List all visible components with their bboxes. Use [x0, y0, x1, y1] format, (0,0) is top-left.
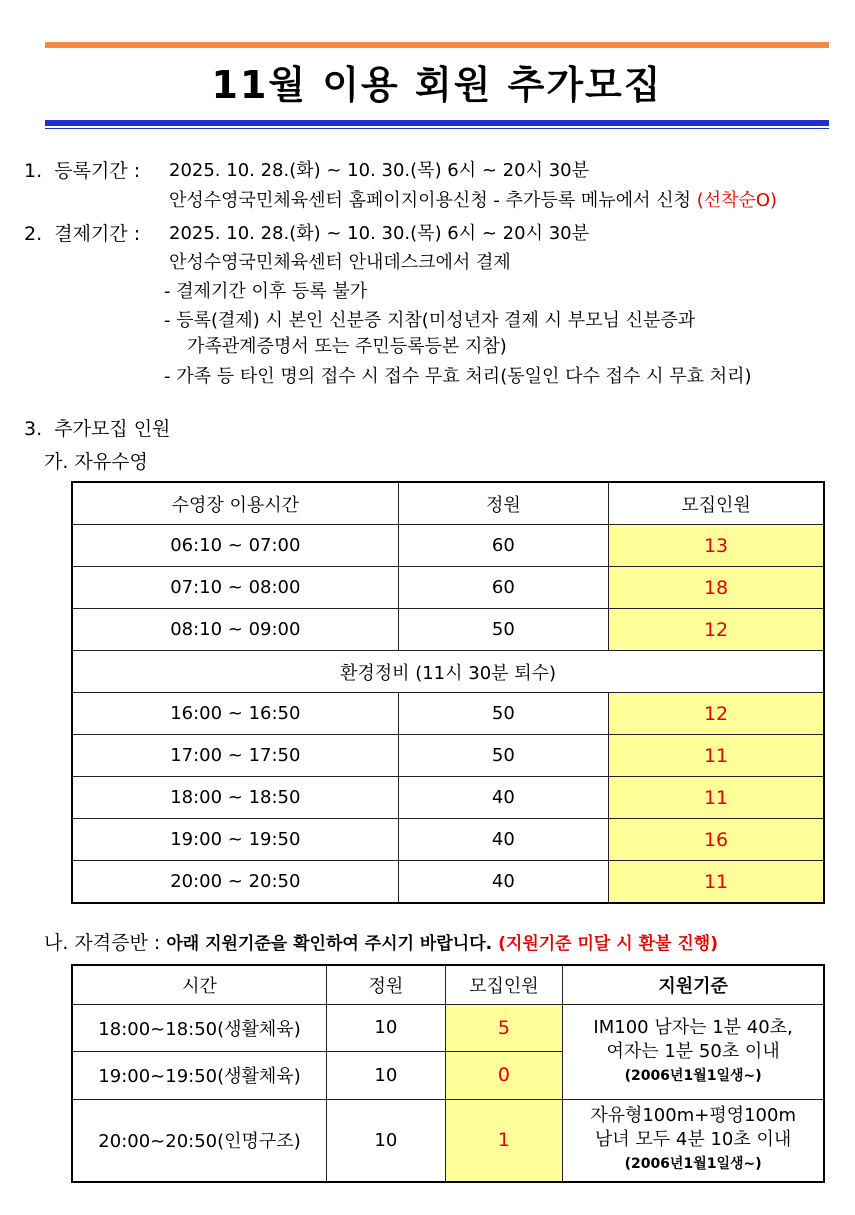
table-header-row	[72, 965, 824, 1004]
section2-method: 안성수영국민체육센터 안내데스크에서 결제	[169, 252, 511, 273]
section1-period: 2025. 10. 28.(화) ~ 10. 30.(목) 6시 ~ 20시 30분	[169, 160, 589, 181]
table-row	[72, 819, 824, 861]
first-come-note: (선착순O)	[696, 190, 778, 211]
free-swim-table	[71, 481, 825, 904]
row-capacity: 50	[398, 693, 608, 735]
table-header-row	[72, 482, 824, 525]
table-row	[72, 525, 824, 567]
row-capacity: 40	[398, 819, 608, 861]
row-recruit: 18	[609, 567, 824, 609]
table-row	[72, 693, 824, 735]
header-time: 수영장 이용시간	[72, 482, 398, 525]
header-time: 시간	[72, 965, 327, 1004]
row-recruit: 12	[609, 609, 824, 651]
row-time: 20:00 ~ 20:50	[72, 861, 398, 904]
page-title: 11월 이용 회원 추가모집	[211, 63, 663, 107]
table-row	[72, 735, 824, 777]
header-recruit: 모집인원	[445, 965, 563, 1004]
row-time: 07:10 ~ 08:00	[72, 567, 398, 609]
row-time: 08:10 ~ 09:00	[72, 609, 398, 651]
row-recruit: 1	[445, 1099, 563, 1182]
row-recruit: 0	[445, 1051, 563, 1099]
row-time: 18:00~18:50(생활체육)	[72, 1004, 327, 1051]
row-capacity: 10	[327, 1004, 446, 1051]
row-recruit: 11	[609, 777, 824, 819]
row-recruit: 12	[609, 693, 824, 735]
table-row	[72, 567, 824, 609]
row-recruit: 5	[445, 1004, 563, 1051]
row-time: 17:00 ~ 17:50	[72, 735, 398, 777]
row-time: 16:00 ~ 16:50	[72, 693, 398, 735]
section2-heading: 2. 결제기간 :	[24, 223, 141, 245]
row-recruit: 16	[609, 819, 824, 861]
title-thin-rule	[45, 128, 829, 129]
row-time: 20:00~20:50(인명구조)	[72, 1099, 327, 1182]
row-capacity: 50	[398, 735, 608, 777]
row-capacity: 10	[327, 1051, 446, 1099]
subsection-certification: 나. 자격증반 : 아래 지원기준을 확인하여 주시기 바랍니다. (지원기준 미달 시 환불 진행)	[44, 932, 718, 954]
criteria-cell: IM100 남자는 1분 40초, 여자는 1분 50초 이내 (2006년1월1일생~)	[563, 1004, 824, 1099]
row-capacity: 40	[398, 861, 608, 904]
row-capacity: 60	[398, 567, 608, 609]
row-capacity: 10	[327, 1099, 446, 1182]
section2-period: 2025. 10. 28.(화) ~ 10. 30.(목) 6시 ~ 20시 30분	[169, 223, 589, 244]
table-row	[72, 777, 824, 819]
row-time: 19:00 ~ 19:50	[72, 819, 398, 861]
title-blue-rule	[45, 120, 829, 126]
header-capacity: 정원	[327, 965, 446, 1004]
top-orange-rule	[45, 42, 829, 48]
row-capacity: 40	[398, 777, 608, 819]
row-capacity: 60	[398, 525, 608, 567]
section1-heading: 1. 등록기간 :	[24, 160, 141, 182]
section2-bullet1: - 결제기간 이후 등록 불가	[164, 281, 368, 302]
section2-bullet3: - 가족 등 타인 명의 접수 시 접수 무효 처리(동일인 다수 접수 시 무효 처리)	[164, 366, 752, 387]
row-capacity: 50	[398, 609, 608, 651]
maintenance-row	[72, 651, 824, 693]
row-recruit: 11	[609, 861, 824, 904]
row-recruit: 13	[609, 525, 824, 567]
table-row	[72, 1004, 824, 1051]
table-row	[72, 609, 824, 651]
table-row	[72, 861, 824, 904]
section2-bullet2-cont: 가족관계증명서 또는 주민등록등본 지참)	[187, 336, 507, 357]
row-time: 06:10 ~ 07:00	[72, 525, 398, 567]
row-time: 18:00 ~ 18:50	[72, 777, 398, 819]
row-recruit: 11	[609, 735, 824, 777]
table-row	[72, 1099, 824, 1182]
row-time: 19:00~19:50(생활체육)	[72, 1051, 327, 1099]
maintenance-note: 환경정비 (11시 30분 퇴수)	[72, 651, 824, 693]
subsection-free-swim: 가. 자유수영	[44, 451, 148, 473]
header-criteria: 지원기준	[563, 965, 824, 1004]
section3-heading: 3. 추가모집 인원	[24, 418, 171, 440]
section1-method: 안성수영국민체육센터 홈페이지이용신청 - 추가등록 메뉴에서 신청 (선착순O)	[169, 190, 778, 211]
header-capacity: 정원	[398, 482, 608, 525]
certification-table	[71, 964, 825, 1183]
criteria-cell: 자유형100m+평영100m 남녀 모두 4분 10초 이내 (2006년1월1일생~)	[563, 1099, 824, 1182]
header-recruit: 모집인원	[609, 482, 824, 525]
section2-bullet2: - 등록(결제) 시 본인 신분증 지참(미성년자 결제 시 부모님 신분증과	[164, 310, 696, 331]
